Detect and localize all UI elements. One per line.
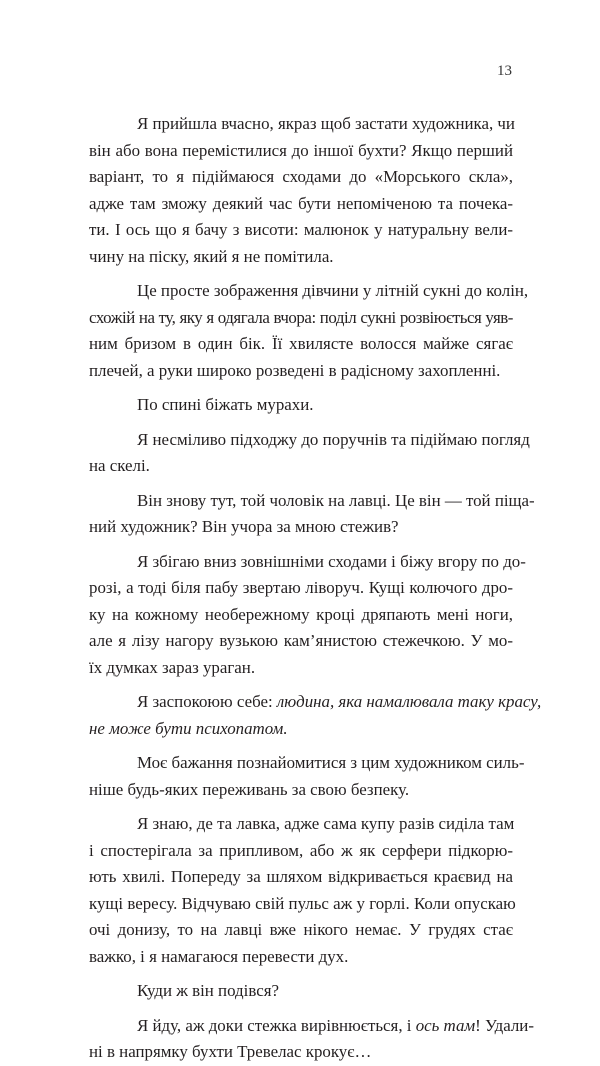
text-line: ти. І ось що я бачу з висоти: малюнок у натуральну вели-	[89, 220, 513, 239]
paragraph	[89, 689, 542, 742]
text-line: Я збігаю вниз зовнішніми сходами і біжу вгору по до-	[137, 551, 526, 571]
text-line	[89, 716, 513, 743]
paragraph	[89, 549, 526, 682]
text-run: ! Удали-	[475, 1015, 534, 1035]
text-line: Куди ж він подівся?	[137, 981, 279, 1000]
italic-text: не може бути психопатом.	[89, 718, 288, 738]
paragraph	[89, 488, 535, 541]
text-line: схожій на ту, яку я одягала вчора: поділ сукні розвіюється уяв-	[89, 307, 513, 327]
paragraph	[89, 111, 513, 270]
text-line: він або вона перемістилися до іншої бухти? Якщо перший	[89, 140, 513, 160]
text-line: ніше будь-яких переживань за свою безпеку.	[89, 779, 410, 799]
text-line: Моє бажання познайомитися з цим художником силь-	[137, 753, 525, 772]
text-line: очі донизу, то на лавці вже нікого немає. У грудях стає	[89, 920, 513, 939]
text-line: ку на кожному необережному кроці дряпають мені ноги,	[89, 604, 513, 624]
text-line: Я прийшла вчасно, якраз щоб застати художника, чи	[137, 114, 515, 133]
text-line: Я несміливо підходжу до поручнів та підіймаю погляд	[137, 429, 530, 449]
text-line: на скелі.	[89, 456, 150, 475]
paragraph	[89, 1013, 534, 1066]
text-line: важко, і я намагаюся перевести дух.	[89, 946, 349, 966]
text-line: чину на піску, який я не помітила.	[89, 246, 334, 266]
text-line: По спині біжать мурахи.	[137, 395, 314, 414]
text-line: ним бризом в один бік. Її хвилясте волосся майже сягає	[89, 334, 513, 353]
text-line: варіант, то я підіймаюся сходами до «Морського скла»,	[89, 167, 513, 186]
text-line: Я знаю, де та лавка, адже сама купу разів сиділа там	[137, 814, 515, 833]
italic-text: ось там	[415, 1015, 476, 1035]
paragraph	[89, 278, 529, 384]
paragraph	[89, 427, 530, 480]
text-line: їх думках зараз ураган.	[89, 657, 256, 677]
text-line: розі, а тоді біля пабу звертаю ліворуч. Кущі колючого дро-	[89, 578, 513, 597]
text-line: ють хвилі. Попереду за шляхом відкривається краєвид на	[89, 867, 513, 886]
page-number: 13	[497, 63, 512, 79]
text-run: Я заспокоюю себе:	[137, 692, 277, 711]
paragraph	[89, 392, 513, 419]
text-line: але я лізу нагору вузькою кам’янистою стежечкою. У мо-	[89, 631, 513, 650]
text-line: і спостерігала за припливом, або ж як серфери підкорю-	[89, 840, 513, 860]
paragraph	[89, 978, 513, 1005]
text-line	[89, 689, 542, 716]
text-line: ний художник? Він учора за мною стежив?	[89, 517, 399, 536]
italic-text: людина, яка намалювала таку красу,	[276, 692, 542, 711]
text-run: Я йду, аж доки стежка вирівнюється, і	[137, 1015, 416, 1035]
body-text	[89, 111, 542, 1066]
text-line: адже там зможу деякий час бути непоміченою та почека-	[89, 193, 513, 213]
text-line: Він знову тут, той чоловік на лавці. Це він — той піща-	[137, 490, 535, 510]
paragraph	[89, 750, 525, 803]
paragraph	[89, 811, 516, 970]
text-line: кущі вересу. Відчуваю свій пульс аж у горлі. Коли опускаю	[89, 893, 516, 913]
text-line: Це просте зображення дівчини у літній сукні до колін,	[137, 281, 529, 300]
text-line: ні в напрямку бухти Тревелас крокує…	[89, 1042, 372, 1061]
text-line	[89, 1013, 534, 1040]
text-line: плечей, а руки широко розведені в радісному захопленні.	[89, 360, 501, 380]
